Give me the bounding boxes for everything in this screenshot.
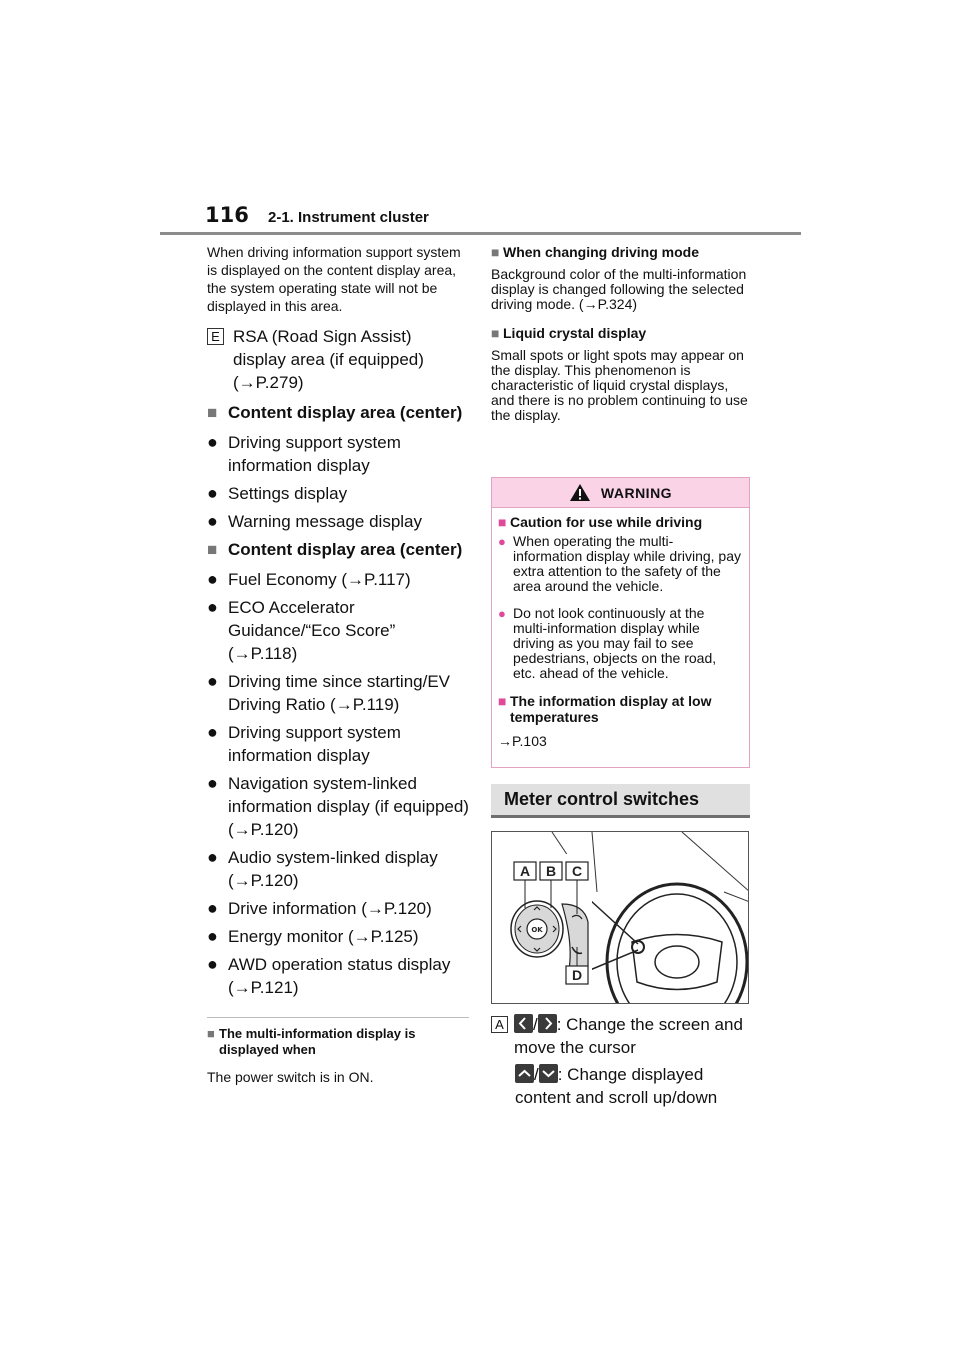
control-a-updown: / : Change displayed content and scroll up/down [515,1065,718,1107]
bullet-icon: ● [207,597,218,617]
item-e [207,325,469,394]
bullet-icon: ● [207,483,218,503]
bullet-icon: ● [207,432,218,452]
item-e-text: RSA (Road Sign Assist) display area (if equipped) (→P.279) [233,327,424,392]
list-item: ● Drive information (→P.120) [207,898,432,918]
bullet-icon: ● [207,847,218,867]
square-bullet-icon: ■ [498,693,507,709]
warning-box [491,477,750,768]
bullet-icon: ● [498,606,506,621]
warning-item: ● When operating the multi-information display while driving, pay extra attention to the safety of the area around the vehicle. [498,533,741,594]
header-rule [160,232,801,235]
heading-content-display-2: ■ Content display area (center) [207,540,463,559]
bullet-icon: ● [207,898,218,918]
chevron-left-icon [514,1014,533,1033]
list-item: ● Driving support system information display [207,722,401,765]
control-a-line2: : Change displayed content and scroll up/down [515,1065,718,1107]
letter-box-e: E [207,328,224,345]
bullet-icon: ● [207,773,218,793]
left-column [207,243,469,1086]
svg-text:OK: OK [531,926,543,934]
chevron-up-icon [515,1064,534,1083]
chevron-down-icon [539,1064,558,1083]
square-bullet-icon: ■ [207,1026,215,1041]
square-bullet-icon: ■ [491,325,500,341]
note-divider [207,1017,469,1018]
right-column [491,243,753,435]
lcd-paragraph: Small spots or light spots may appear on the display. This phenomenon is characteristic of liquid crystal displays, and there is no problem continuing to use the display. [491,347,748,423]
content-list-1 [207,431,469,533]
chevron-right-icon [538,1014,557,1033]
list-item: ● Navigation system-linked information display (if equipped) (→P.120) [207,773,469,839]
warning-triangle-icon [569,483,591,502]
control-descriptions [491,1013,753,1109]
list-item: ● Audio system-linked display (→P.120) [207,847,438,890]
warning-reference: →P.103 [498,733,547,749]
list-item: ● Driving support system information display [207,432,401,475]
note-body: The power switch is in ON. [207,1069,374,1085]
section-title: 2-1. Instrument cluster [268,209,429,226]
list-item: ● Warning message display [207,511,423,531]
steering-wheel-illustration [491,831,749,1004]
label-c: C [571,863,583,879]
intro-paragraph: When driving information support system is displayed on the content display area, the system operating state will not be displayed in this area. [207,244,461,314]
page-number: 116 [205,203,249,227]
list-item: ● Fuel Economy (→P.117) [207,569,411,589]
meter-control-title: Meter control switches [491,784,750,818]
bullet-icon: ● [207,511,218,531]
heading-lcd: ■ Liquid crystal display [491,325,647,341]
list-item: ● Energy monitor (→P.125) [207,926,419,946]
steering-wheel-drawing [492,832,749,1004]
label-d: D [571,967,583,983]
note-heading: ■ The multi-information display is displayed when [207,1026,416,1057]
bullet-icon: ● [498,534,506,549]
bullet-icon: ● [207,569,218,589]
square-bullet-icon: ■ [207,403,218,422]
list-item: ● AWD operation status display (→P.121) [207,954,451,997]
bullet-icon: ● [207,954,218,974]
warning-heading-driving: ■ Caution for use while driving [498,514,703,530]
square-bullet-icon: ■ [491,244,500,260]
heading-driving-mode: ■ When changing driving mode [491,244,699,260]
bullet-icon: ● [207,722,218,742]
heading-content-display-1: ■ Content display area (center) [207,403,463,422]
bullet-icon: ● [207,671,218,691]
list-item: ● Driving time since starting/EV Driving Ratio (→P.119) [207,671,451,714]
warning-body [492,508,749,749]
content-list-2 [207,568,469,999]
control-a: A / : Change the screen and move the cursor [491,1013,753,1059]
label-a: A [519,863,531,879]
letter-box-a: A [491,1016,508,1033]
page-header [205,203,429,227]
list-item: ● ECO Accelerator Guidance/“Eco Score” (→P.118) [207,597,396,663]
control-a-line1: : Change the screen and move the cursor [514,1015,743,1057]
warning-heading-temperature: ■ The information display at low temperatures [498,693,712,725]
driving-mode-paragraph: Background color of the multi-information display is changed following the selected driving mode. (→P.324) [491,266,747,312]
square-bullet-icon: ■ [207,540,218,559]
bullet-icon: ● [207,926,218,946]
warning-item: ● Do not look continuously at the multi-information display while driving as you may fail to see pedestrians, objects on the road, etc. ahead of the vehicle. [498,605,717,681]
warning-title: WARNING [492,478,749,508]
square-bullet-icon: ■ [498,514,507,530]
list-item: ● Settings display [207,483,348,503]
label-b: B [545,863,557,879]
